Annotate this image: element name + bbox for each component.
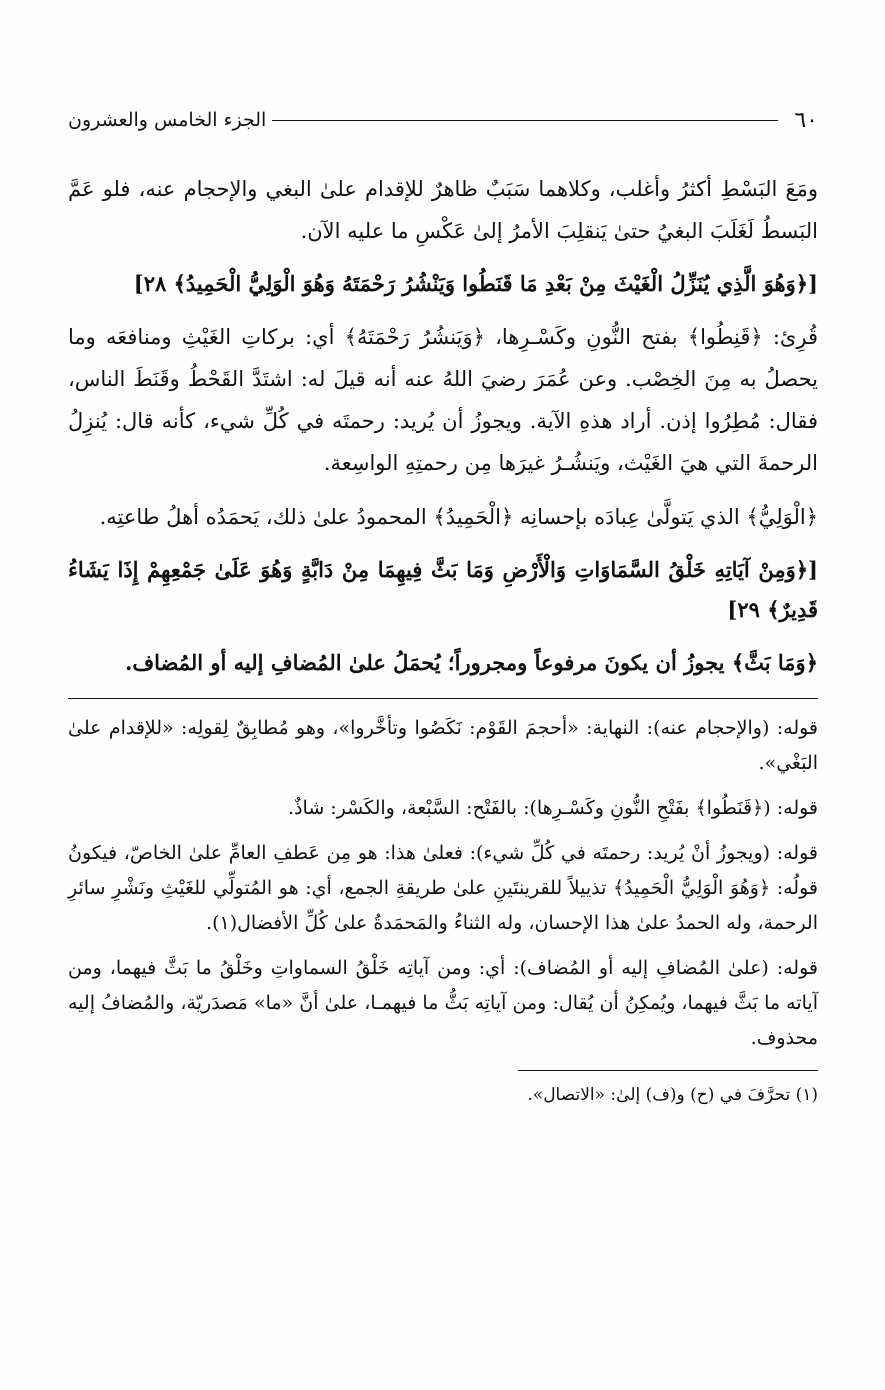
commentary-paragraph: قوله: (علىٰ المُضافِ إليه أو المُضاف): أي: ومن آياتِه خَلْقُ السماواتِ وخَلْقُ ما بَثَّ فيهما، ومن آياته ما بَثَّ فيهما، ويُمكِنُ أن يُقال: ومن آياتِه بَثُّ ما فيهمـا، علىٰ أنَّ «ما» مَصدَريّة، والمُضافُ إليه محذوف.: [68, 957, 818, 1049]
main-paragraph: ومَعَ البَسْطِ أكثرُ وأغلب، وكلاهما سَبَبٌ ظاهرٌ للإقدام علىٰ البغي والإحجام عنه، فلو عَمَّ البَسطُ لَغَلَبَ البغيُ حتىٰ يَنقلِبَ الأمرُ إلىٰ عَكْسِ ما عليه الآن.: [68, 177, 818, 243]
running-head: الجزء الخامس والعشرون: [68, 109, 267, 131]
main-paragraph: ﴿الْوَلِيُّ﴾ الذي يَتولَّىٰ عِبادَه بإحسانِه ﴿الْحَمِيدُ﴾ المحمودُ علىٰ ذلك، يَحمَدُه أهلُ طاعتِه.: [99, 505, 818, 529]
main-paragraph: قُرِئ: ﴿قَنِطُوا﴾ بفتح النُّونِ وكَسْـرِها، ﴿وَيَنشُرُ رَحْمَتَهُ﴾ أي: بركاتِ الغَيْثِ ومنافعَه وما يحصلُ به مِنَ الخِصْب. وعن عُمَرَ رضيَ اللهُ عنه أنه قيلَ له: اشتَدَّ القَحْطُ وقَنَطَ الناس، فقال: مُطِرُوا إذن. أراد هذهِ الآية. ويجوزُ أن يُريد: رحمتَه في كُلِّ شيء، كأنه قال: يُنزِلُ الرحمةَ التي هيَ الغَيْث، ويَنشُـرُ غيرَها مِن رحمتِهِ الواسِعة.: [68, 325, 818, 475]
quran-verse: [﴿وَهُوَ الَّذِي يُنَزِّلُ الْغَيْثَ مِنْ بَعْدِ مَا قَنَطُوا وَيَنْشُرُ رَحْمَتَهُ وَهُوَ الْوَلِيُّ الْحَمِيدُ﴾ ٢٨]: [133, 271, 818, 296]
commentary-paragraph: قوله: (ويجوزُ أنْ يُريد: رحمتَه في كُلِّ شيء): فعلىٰ هذا: هو مِن عَطفِ العامِّ علىٰ الخاصّ، فيكونُ قولُه: ﴿وَهُوَ الْوَلِيُّ الْحَمِيدُ﴾ تذييلاً للقرينتَينِ علىٰ طريقةِ الجمع، أي: هو المُتولِّي للغَيْثِ ونَشْرِ سائرِ الرحمة، وله الحمدُ علىٰ هذا الإحسان، وله الثناءُ والمَحمَدةُ علىٰ كُلِّ الأفضال(١).: [68, 842, 818, 934]
page-number: ٦٠: [794, 107, 818, 133]
footnote: (١) تحرَّفَ في (ح) و(ف) إلىٰ: «الاتصال».: [527, 1085, 818, 1105]
commentary-section: [68, 711, 818, 1056]
footnote-divider: [518, 1070, 818, 1071]
commentary-divider: [68, 698, 818, 699]
page-body: [68, 168, 818, 1109]
main-paragraph: ﴿وَمَا بَثَّ﴾ يجوزُ أن يكونَ مرفوعاً ومجروراً؛ يُحمَلُ علىٰ المُضافِ إليه أو المُضاف.: [125, 650, 818, 675]
page-header: [68, 100, 818, 140]
commentary-paragraph: قوله: (﴿قَنَطُوا﴾ بفَتْحِ النُّونِ وكَسْـرِها): بالفَتْح: السَّبْعة، والكَسْر: شاذٌ.: [288, 797, 818, 819]
commentary-paragraph: قوله: (والإحجام عنه): النهاية: «أحجمَ القَوْم: نَكَصُوا وتأخَّروا»، وهو مُطابِقٌ لِقولِه: «للإقدام علىٰ البَغْي».: [68, 717, 818, 774]
header-rule: [272, 120, 778, 121]
quran-verse: [﴿وَمِنْ آيَاتِهِ خَلْقُ السَّمَاوَاتِ وَالْأَرْضِ وَمَا بَثَّ فِيهِمَا مِنْ دَابَّةٍ وَهُوَ عَلَىٰ جَمْعِهِمْ إِذَا يَشَاءُ قَدِيرٌ﴾ ٢٩]: [68, 557, 818, 622]
